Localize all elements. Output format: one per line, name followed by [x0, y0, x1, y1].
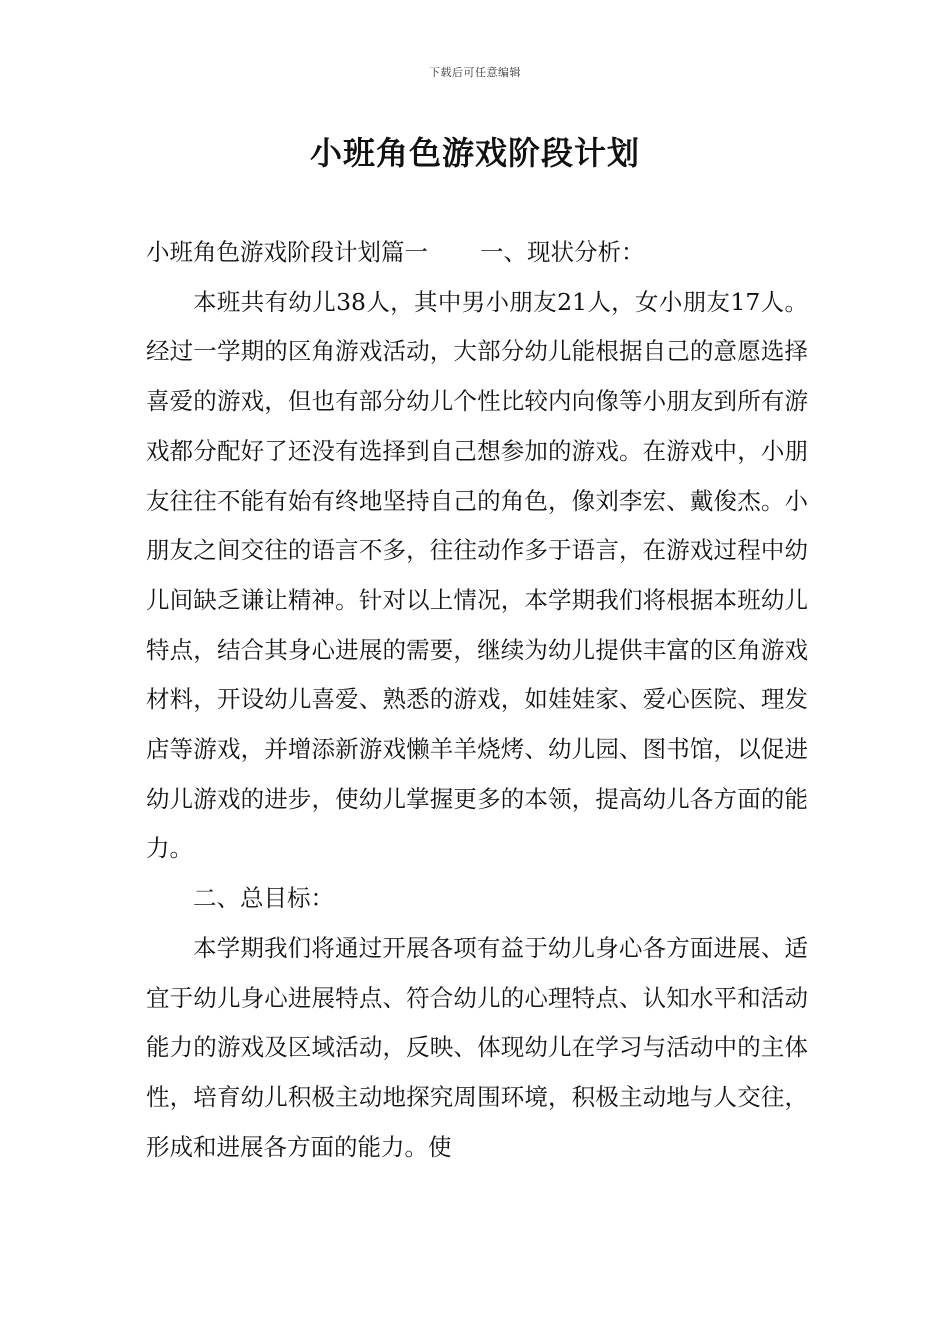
goal-paragraph: 本学期我们将通过开展各项有益于幼儿身心各方面进展、适宜于幼儿身心进展特点、符合幼儿的心理特点、认知水平和活动能力的游戏及区域活动，反映、体现幼儿在学习与活动中的主体性，培育幼儿积极主动地探究周围环境，积极主动地与人交往，形成和进展各方面的能力。使 [146, 933, 808, 1161]
lead-line [146, 228, 808, 278]
document-body [146, 228, 808, 1172]
goal-heading: 二、总目标： [193, 884, 334, 913]
situation-paragraph: 本班共有幼儿38人，其中男小朋友21人，女小朋友17人。经过一学期的区角游戏活动，大部分幼儿能根据自己的意愿选择喜爱的游戏，但也有部分幼儿个性比较内向像等小朋友到所有游戏都分配好了还没有选择到自己想参加的游戏。在游戏中，小朋友往往不能有始有终地坚持自己的角色，像刘李宏、戴俊杰。小朋友之间交往的语言不多，往往动作多于语言，在游戏过程中幼儿间缺乏谦让精神。针对以上情况，本学期我们将根据本班幼儿特点，结合其身心进展的需要，继续为幼儿提供丰富的区角游戏材料，开设幼儿喜爱、熟悉的游戏，如娃娃家、爱心医院、理发店等游戏，并增添新游戏懒羊羊烧烤、幼儿园、图书馆，以促进幼儿游戏的进步，使幼儿掌握更多的本领，提高幼儿各方面的能力。 [146, 287, 808, 863]
section-label: 小班角色游戏阶段计划篇一 [146, 238, 428, 266]
document-title: 小班角色游戏阶段计划 [309, 134, 640, 172]
header-note: 下载后可任意编辑 [429, 66, 521, 79]
first-heading: 一、现状分析： [480, 238, 645, 266]
